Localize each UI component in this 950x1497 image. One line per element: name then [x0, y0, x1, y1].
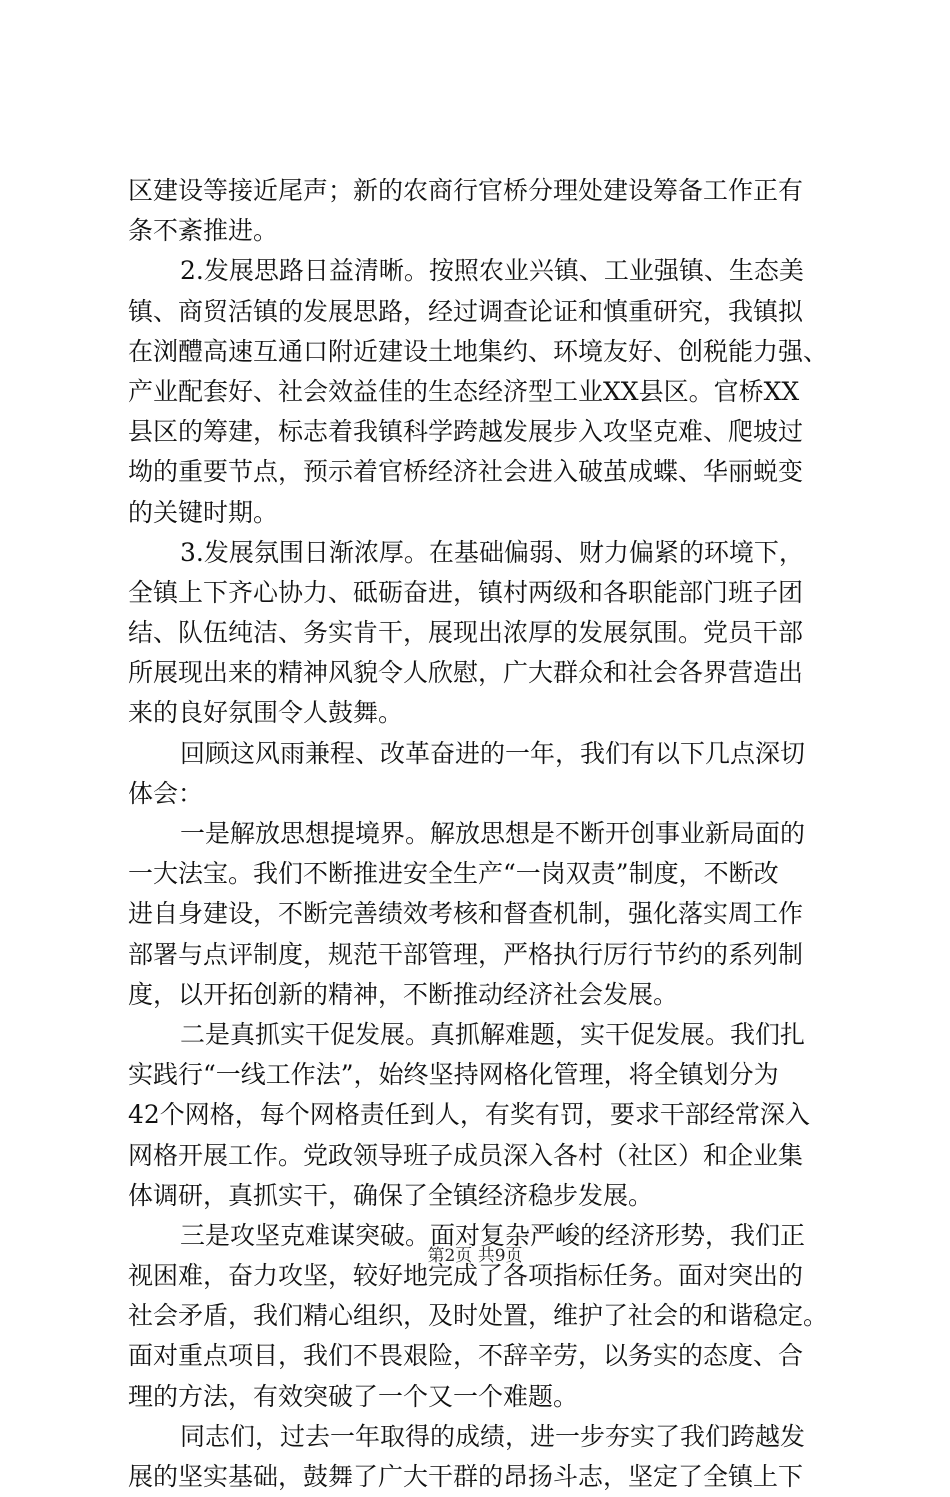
text-line: 2.发展思路日益清晰。按照农业兴镇、工业强镇、生态美: [180, 256, 804, 286]
text-line: 实践行“一线工作法”，始终坚持网格化管理，将全镇划分为: [128, 1060, 779, 1090]
text-line: 县区的筹建，标志着我镇科学跨越发展步入攻坚克难、爬坡过: [128, 417, 804, 447]
text-line: 的关键时期。: [128, 497, 279, 527]
text-line: 理的方法，有效突破了一个又一个难题。: [128, 1381, 579, 1411]
text-line: 体会：: [128, 778, 204, 808]
text-line: 视困难，奋力攻坚，较好地完成了各项指标任务。面对突出的: [128, 1261, 804, 1291]
text-line: 42个网格，每个网格责任到人，有奖有罚，要求干部经常深入: [128, 1100, 810, 1130]
text-line: 同志们，过去一年取得的成绩，进一步夯实了我们跨越发: [180, 1421, 806, 1451]
text-line: 在浏醴高速互通口附近建设土地集约、环境友好、创税能力强、: [128, 336, 828, 366]
text-line: 一是解放思想提境界。解放思想是不断开创事业新局面的: [180, 819, 806, 848]
text-line: 条不紊推进。: [128, 216, 279, 246]
text-line: 来的良好氛围令人鼓舞。: [128, 698, 404, 728]
text-line: 二是真抓实干促发展。真抓解难题，实干促发展。我们扎: [180, 1019, 806, 1049]
page-number-footer: 第2页 共9页: [427, 1246, 523, 1266]
text-line: 产业配套好、社会效益佳的生态经济型工业XX县区。官桥XX: [128, 376, 800, 406]
text-line: 部署与点评制度，规范干部管理，严格执行厉行节约的系列制: [128, 939, 804, 969]
text-line: 三是攻坚克难谋突破。面对复杂严峻的经济形势，我们正: [180, 1220, 806, 1250]
text-line: 3.发展氛围日渐浓厚。在基础偏弱、财力偏紧的环境下，: [180, 537, 804, 567]
text-line: 区建设等接近尾声；新的农商行官桥分理处建设筹备工作正有: [128, 176, 804, 205]
text-line: 所展现出来的精神风貌令人欣慰，广大群众和社会各界营造出: [128, 658, 804, 688]
text-line: 社会矛盾，我们精心组织，及时处置，维护了社会的和谐稳定。: [128, 1301, 828, 1331]
text-line: 回顾这风雨兼程、改革奋进的一年，我们有以下几点深切: [180, 738, 806, 768]
body-text: [128, 171, 828, 1497]
text-line: 一大法宝。我们不断推进安全生产“一岗双责”制度，不断改: [128, 859, 779, 889]
text-line: 镇、商贸活镇的发展思路，经过调查论证和慎重研究，我镇拟: [128, 296, 804, 326]
text-line: 展的坚实基础，鼓舞了广大干群的昂扬斗志，坚定了全镇上下: [128, 1462, 804, 1491]
text-line: 坳的重要节点，预示着官桥经济社会进入破茧成蝶、华丽蜕变: [128, 457, 804, 487]
text-line: 全镇上下齐心协力、砥砺奋进，镇村两级和各职能部门班子团: [128, 577, 804, 607]
text-line: 体调研，真抓实干，确保了全镇经济稳步发展。: [128, 1180, 654, 1210]
text-line: 度，以开拓创新的精神，不断推动经济社会发展。: [128, 979, 679, 1009]
text-line: 面对重点项目，我们不畏艰险，不辞辛劳，以务实的态度、合: [128, 1341, 804, 1371]
text-line: 网格开展工作。党政领导班子成员深入各村（社区）和企业集: [128, 1140, 804, 1170]
text-line: 结、队伍纯洁、务实肯干，展现出浓厚的发展氛围。党员干部: [128, 618, 804, 648]
text-line: 进自身建设，不断完善绩效考核和督查机制，强化落实周工作: [128, 899, 804, 929]
